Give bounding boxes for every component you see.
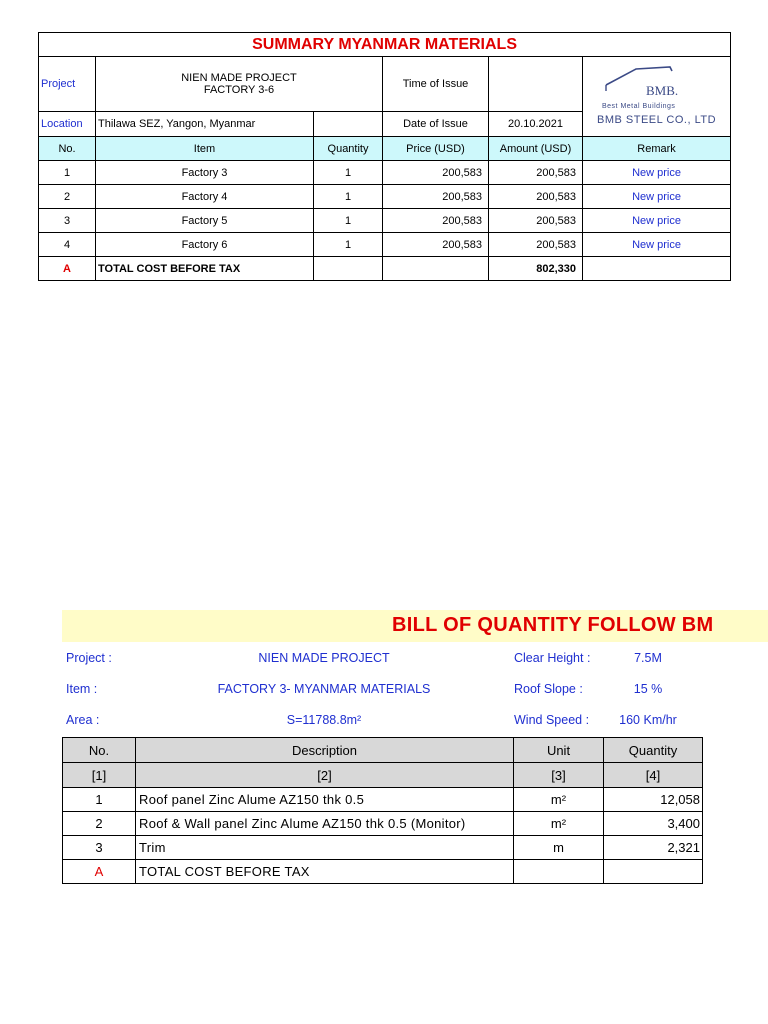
col-header-price: Price (USD) — [383, 137, 489, 161]
date-of-issue-value: 20.10.2021 — [489, 112, 583, 137]
summary-header-row — [39, 137, 731, 161]
bmb-logo — [584, 57, 730, 111]
roof-slope-value: 15 % — [633, 682, 663, 696]
row-remark: New price — [583, 233, 731, 257]
total-row — [39, 257, 731, 281]
location-value: Thilawa SEZ, Yangon, Myanmar — [96, 112, 314, 137]
row-quantity: 1 — [314, 185, 383, 209]
boq-row-quantity: 12,058 — [604, 788, 703, 812]
table-row — [39, 185, 731, 209]
col-header-remark: Remark — [583, 137, 731, 161]
boq-col-header-quantity: Quantity — [604, 738, 703, 763]
roof-slope-label: Roof Slope : — [514, 682, 583, 696]
boq-total-empty-unit — [514, 860, 604, 884]
boq-table — [62, 737, 703, 884]
boq-col-header-no: No. — [63, 738, 136, 763]
logo-block — [583, 57, 730, 136]
boq-subheader: [4] — [604, 763, 703, 788]
row-no: 2 — [39, 185, 96, 209]
location-empty-cell — [314, 112, 383, 137]
boq-total-letter: A — [63, 860, 136, 884]
row-amount: 200,583 — [489, 209, 583, 233]
row-no: 4 — [39, 233, 96, 257]
clear-height-value: 7.5M — [634, 651, 662, 665]
boq-area-label: Area : — [66, 713, 100, 727]
col-header-no: No. — [39, 137, 96, 161]
boq-row-description: Roof panel Zinc Alume AZ150 thk 0.5 — [136, 788, 514, 812]
boq-total-empty-quantity — [604, 860, 703, 884]
boq-row-unit: m — [514, 836, 604, 860]
boq-row-no: 1 — [63, 788, 136, 812]
boq-item-label: Item : — [66, 682, 98, 696]
boq-meta-line — [62, 643, 704, 674]
date-of-issue-label: Date of Issue — [383, 112, 489, 137]
boq-header-row — [63, 738, 703, 763]
boq-project-label: Project : — [66, 651, 112, 665]
row-remark: New price — [583, 209, 731, 233]
summary-title: SUMMARY MYANMAR MATERIALS — [39, 33, 731, 57]
boq-row-description: Roof & Wall panel Zinc Alume AZ150 thk 0.5 (Monitor) — [136, 812, 514, 836]
table-row — [63, 788, 703, 812]
total-label: TOTAL COST BEFORE TAX — [96, 257, 314, 281]
col-header-item: Item — [96, 137, 314, 161]
row-price: 200,583 — [383, 161, 489, 185]
total-empty-price — [383, 257, 489, 281]
boq-subheader: [2] — [136, 763, 514, 788]
boq-subheader-row — [63, 763, 703, 788]
location-label: Location — [39, 112, 96, 137]
project-label: Project — [39, 57, 96, 112]
table-row — [39, 209, 731, 233]
boq-row-unit: m² — [514, 788, 604, 812]
boq-row-no: 3 — [63, 836, 136, 860]
clear-height-label: Clear Height : — [514, 651, 591, 665]
boq-col-header-description: Description — [136, 738, 514, 763]
table-row — [63, 812, 703, 836]
boq-project-value: NIEN MADE PROJECT — [258, 651, 390, 665]
project-value — [96, 57, 383, 112]
total-empty-qty — [314, 257, 383, 281]
row-price: 200,583 — [383, 185, 489, 209]
boq-subheader: [1] — [63, 763, 136, 788]
row-price: 200,583 — [383, 209, 489, 233]
summary-table — [38, 32, 731, 281]
row-quantity: 1 — [314, 161, 383, 185]
boq-item-value: FACTORY 3- MYANMAR MATERIALS — [217, 682, 431, 696]
table-row — [39, 233, 731, 257]
row-item: Factory 5 — [96, 209, 314, 233]
wind-speed-value: 160 Km/hr — [619, 713, 677, 727]
logo-text: BMB. — [645, 83, 678, 98]
table-row — [63, 836, 703, 860]
col-header-quantity: Quantity — [314, 137, 383, 161]
row-quantity: 1 — [314, 209, 383, 233]
boq-meta-line — [62, 674, 704, 705]
row-amount: 200,583 — [489, 161, 583, 185]
row-remark: New price — [583, 161, 731, 185]
boq-col-header-unit: Unit — [514, 738, 604, 763]
row-amount: 200,583 — [489, 233, 583, 257]
row-no: 1 — [39, 161, 96, 185]
boq-meta — [62, 643, 704, 737]
row-item: Factory 4 — [96, 185, 314, 209]
boq-title: BILL OF QUANTITY FOLLOW BM — [392, 614, 714, 636]
boq-row-quantity: 2,321 — [604, 836, 703, 860]
boq-banner — [62, 610, 768, 642]
logo-tagline: Best Metal Buildings — [601, 103, 675, 110]
table-row — [39, 161, 731, 185]
project-value-line2: FACTORY 3-6 — [203, 84, 275, 96]
time-of-issue-value — [489, 57, 583, 112]
boq-area-value: S=11788.8m² — [286, 713, 362, 727]
row-price: 200,583 — [383, 233, 489, 257]
company-logo-cell — [583, 57, 731, 137]
company-name: BMB STEEL CO., LTD — [597, 114, 717, 126]
col-header-amount: Amount (USD) — [489, 137, 583, 161]
boq-row-description: Trim — [136, 836, 514, 860]
row-remark: New price — [583, 185, 731, 209]
row-amount: 200,583 — [489, 185, 583, 209]
boq-meta-line — [62, 705, 704, 736]
boq-row-unit: m² — [514, 812, 604, 836]
total-amount: 802,330 — [489, 257, 583, 281]
boq-row-no: 2 — [63, 812, 136, 836]
time-of-issue-label: Time of Issue — [383, 57, 489, 112]
row-quantity: 1 — [314, 233, 383, 257]
total-empty-remark — [583, 257, 731, 281]
boq-total-label: TOTAL COST BEFORE TAX — [136, 860, 514, 884]
boq-total-row — [63, 860, 703, 884]
wind-speed-label: Wind Speed : — [514, 713, 590, 727]
row-no: 3 — [39, 209, 96, 233]
total-letter: A — [39, 257, 96, 281]
row-item: Factory 6 — [96, 233, 314, 257]
boq-subheader: [3] — [514, 763, 604, 788]
boq-row-quantity: 3,400 — [604, 812, 703, 836]
project-value-line1: NIEN MADE PROJECT — [181, 72, 297, 84]
row-item: Factory 3 — [96, 161, 314, 185]
